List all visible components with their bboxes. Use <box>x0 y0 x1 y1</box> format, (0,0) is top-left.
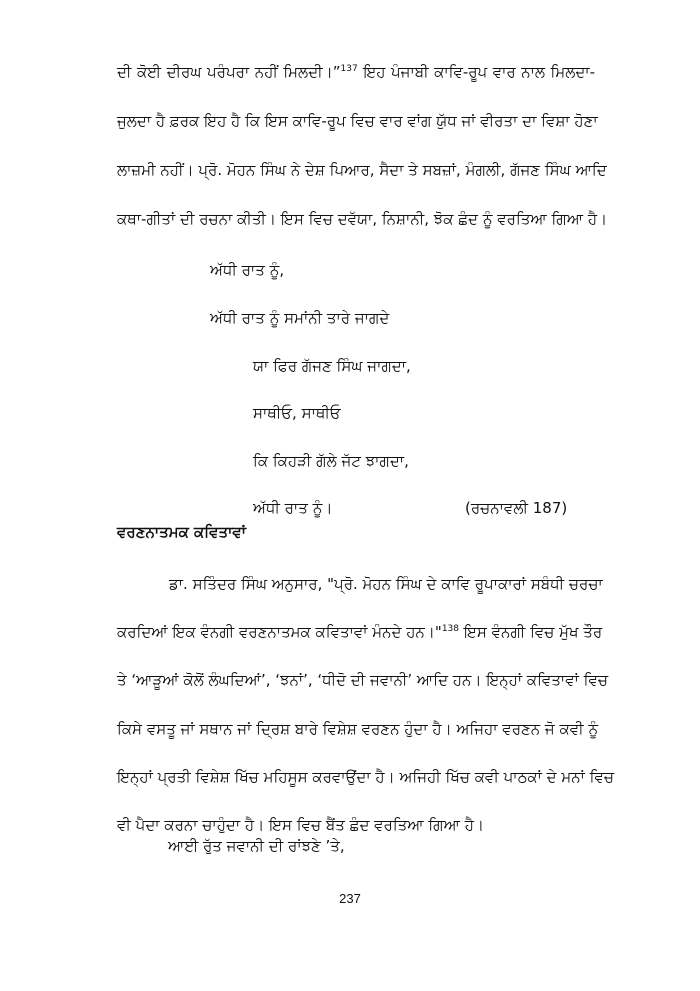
footnote-ref: 137 <box>340 64 358 74</box>
poem-line: ਸਾਥੀਓ, ਸਾਥੀਓ <box>253 404 341 422</box>
poem-line: ਆਈ ਰੁੱਤ ਜਵਾਨੀ ਦੀ ਰਾਂਝਣੇ ’ਤੇ, <box>168 837 345 855</box>
paragraph-line: ਜੁਲਦਾ ਹੈ ਫ਼ਰਕ ਇਹ ਹੈ ਕਿ ਇਸ ਕਾਵਿ-ਰੂਪ ਵਿਚ ਵਾਰ ਵਾਂਗ ਯੁੱਧ ਜਾਂ ਵੀਰਤਾ ਦਾ ਵਿਸ਼ਾ ਹੋਣਾ <box>117 112 598 130</box>
text: ਕਰਦਿਆਂ ਇਕ ਵੰਨਗੀ ਵਰਣਨਾਤਮਕ ਕਵਿਤਾਵਾਂ ਮੰਨਦੇ ਹਨ।" <box>117 623 442 641</box>
paragraph-line: ਇਨ੍ਹਾਂ ਪ੍ਰਤੀ ਵਿਸ਼ੇਸ਼ ਖਿੱਚ ਮਹਿਸੂਸ ਕਰਵਾਉਂਦਾ ਹੈ। ਅਜਿਹੀ ਖਿੱਚ ਕਵੀ ਪਾਠਕਾਂ ਦੇ ਮਨਾਂ ਵਿਚ <box>117 768 614 786</box>
footnote-ref: 138 <box>441 624 460 634</box>
page-number: 237 <box>339 891 361 906</box>
poem-line: ਅੱਧੀ ਰਾਤ ਨੂੰ ਸਮਾਂਨੀ ਤਾਰੇ ਜਾਗਦੇ <box>210 309 390 327</box>
paragraph-line <box>117 62 595 82</box>
citation: (ਰਚਨਾਵਲੀ 187) <box>465 499 568 517</box>
poem-line: ਕਿ ਕਿਹੜੀ ਗੱਲੇ ਜੱਟ ਝਾਗਦਾ, <box>253 452 409 470</box>
text: ਇਹ ਪੰਜਾਬੀ ਕਾਵਿ-ਰੂਪ ਵਾਰ ਨਾਲ ਮਿਲਦਾ- <box>357 63 595 81</box>
paragraph-line <box>117 622 603 642</box>
paragraph-line: ਕਿਸੇ ਵਸਤੂ ਜਾਂ ਸਥਾਨ ਜਾਂ ਦ੍ਰਿਸ਼ ਬਾਰੇ ਵਿਸ਼ੇਸ਼ ਵਰਣਨ ਹੁੰਦਾ ਹੈ। ਅਜਿਹਾ ਵਰਣਨ ਜੋ ਕਵੀ ਨੂੰ <box>117 720 599 738</box>
paragraph-line: ਡਾ. ਸਤਿੰਦਰ ਸਿੰਘ ਅਨੁਸਾਰ, "ਪ੍ਰੋ. ਮੋਹਨ ਸਿੰਘ ਦੇ ਕਾਵਿ ਰੂਪਾਕਾਰਾਂ ਸਬੰਧੀ ਚਰਚਾ <box>169 575 603 593</box>
poem-line: ਯਾ ਫਿਰ ਗੱਜਣ ਸਿੰਘ ਜਾਗਦਾ, <box>253 357 411 375</box>
poem-line: ਅੱਧੀ ਰਾਤ ਨੂੰ, <box>210 261 285 279</box>
paragraph-line: ਤੇ ‘ਆੜੂਆਂ ਕੋਲੋਂ ਲੰਘਦਿਆਂ’, ‘ਝਨਾਂ’, ‘ਧੀਦੋ ਦੀ ਜਵਾਨੀ’ ਆਦਿ ਹਨ। ਇਨ੍ਹਾਂ ਕਵਿਤਾਵਾਂ ਵਿਚ <box>117 671 608 689</box>
paragraph-line: ਲਾਜ਼ਮੀ ਨਹੀਂ। ਪ੍ਰੋ. ਮੋਹਨ ਸਿੰਘ ਨੇ ਦੇਸ਼ ਪਿਆਰ, ਸੈਦਾ ਤੇ ਸਬਜ਼ਾਂ, ਮੰਗਲੀ, ਗੱਜਣ ਸਿੰਘ ਆਦਿ <box>117 161 607 179</box>
text: ਇਸ ਵੰਨਗੀ ਵਿਚ ਮੁੱਖ ਤੌਰ <box>459 623 603 641</box>
poem-line: ਅੱਧੀ ਰਾਤ ਨੂੰ। <box>253 499 333 517</box>
paragraph-line: ਕਥਾ-ਗੀਤਾਂ ਦੀ ਰਚਨਾ ਕੀਤੀ। ਇਸ ਵਿਚ ਦਵੱਯਾ, ਨਿਸ਼ਾਨੀ, ਝੋਕ ਛੰਦ ਨੂੰ ਵਰਤਿਆ ਗਿਆ ਹੈ। <box>117 210 608 228</box>
section-heading: ਵਰਣਨਾਤਮਕ ਕਵਿਤਾਵਾਂ <box>117 523 247 541</box>
paragraph-line: ਵੀ ਪੈਦਾ ਕਰਨਾ ਚਾਹੁੰਦਾ ਹੈ। ਇਸ ਵਿਚ ਬੈਂਤ ਛੰਦ ਵਰਤਿਆ ਗਿਆ ਹੈ। <box>117 816 485 834</box>
text: ਦੀ ਕੋਈ ਦੀਰਘ ਪਰੰਪਰਾ ਨਹੀਂ ਮਿਲਦੀ।” <box>117 63 341 81</box>
